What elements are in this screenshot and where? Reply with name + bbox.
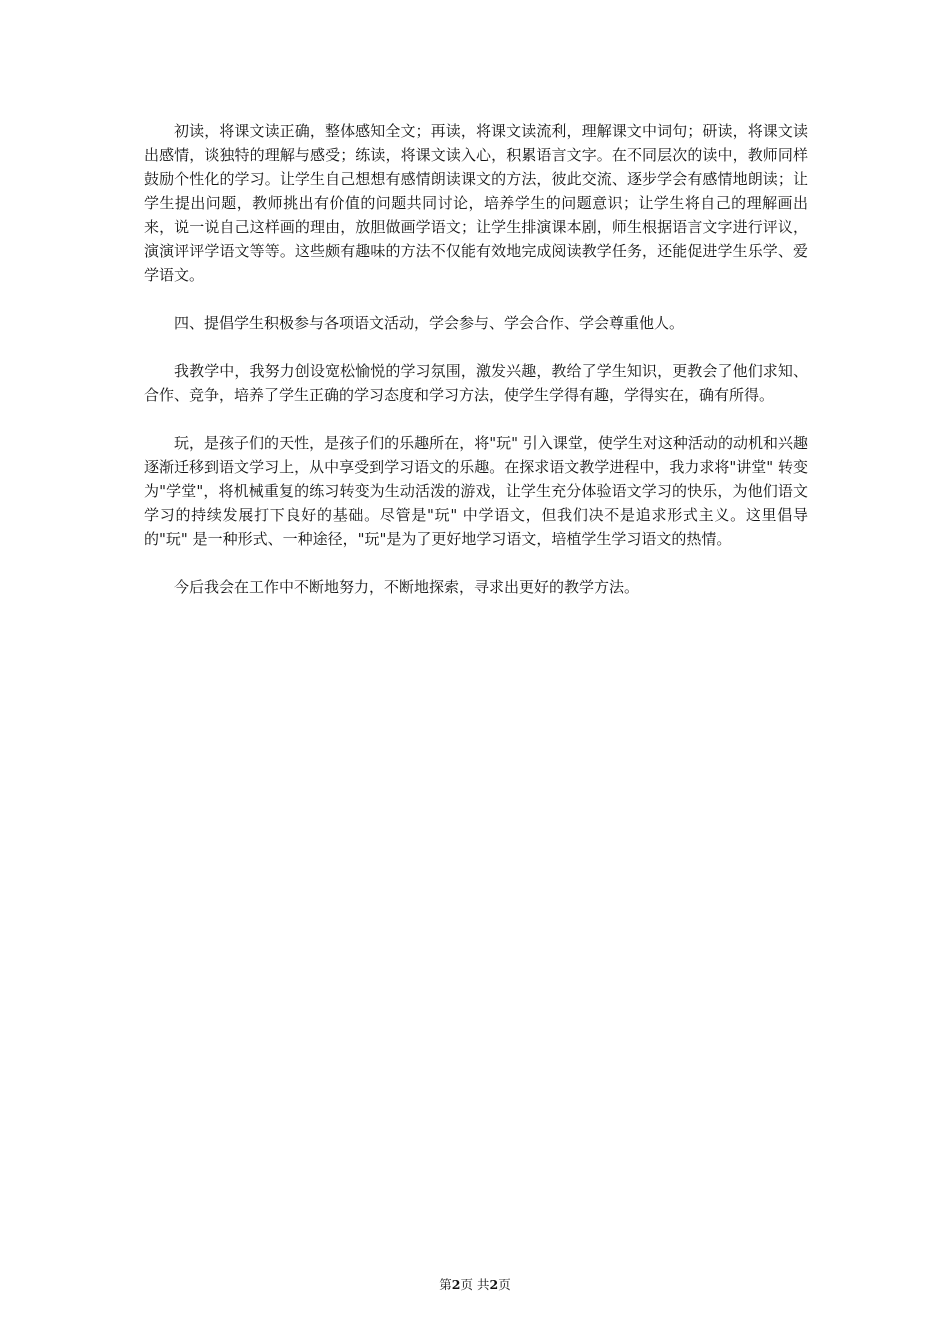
footer-prefix: 第 (439, 1277, 452, 1292)
page-footer (0, 1276, 950, 1294)
footer-suffix: 页 (498, 1277, 511, 1292)
paragraph-learning-atmosphere: 我教学中，我努力创设宽松愉悦的学习氛围，激发兴趣，教给了学生知识，更教会了他们求知、合作、竞争，培养了学生正确的学习态度和学习方法，使学生学得有趣，学得实在，确有所得。 (144, 362, 808, 404)
footer-current-page: 2 (451, 1277, 461, 1292)
footer-total-pages: 2 (489, 1277, 499, 1292)
document-body (144, 119, 808, 623)
paragraph-play-learning: 玩，是孩子们的天性，是孩子们的乐趣所在，将"玩" 引入课堂，使学生对这种活动的动机和兴趣逐渐迁移到语文学习上，从中享受到学习语文的乐趣。在探求语文教学进程中，我力求将"讲堂" 转变为"学堂"，将机械重复的练习转变为生动活泼的游戏，让学生充分体验语文学习的快乐，为他们语文学习的持续发展打下良好的基础。尽管是"玩" 中学语文，但我们决不是追求形式主义。这里倡导的"玩" 是一种形式、一种途径，"玩"是为了更好地学习语文，培植学生学习语文的热情。 (144, 434, 808, 548)
paragraph-reading-methods: 初读，将课文读正确，整体感知全文；再读，将课文读流利，理解课文中词句；研读，将课文读出感情，谈独特的理解与感受；练读，将课文读入心，积累语言文字。在不同层次的读中，教师同样鼓励个性化的学习。让学生自己想想有感情朗读课文的方法，彼此交流、逐步学会有感情地朗读；让学生提出问题，教师挑出有价值的问题共同讨论，培养学生的问题意识；让学生将自己的理解画出来，说一说自己这样画的理由，放胆做画学语文；让学生排演课本剧，师生根据语言文字进行评议，演演评评学语文等等。这些颇有趣味的方法不仅能有效地完成阅读教学任务，还能促进学生乐学、爱学语文。 (144, 122, 808, 284)
paragraph-section-four-heading: 四、提倡学生积极参与各项语文活动，学会参与、学会合作、学会尊重他人。 (174, 314, 685, 332)
footer-middle: 页 共 (460, 1277, 490, 1292)
paragraph-conclusion: 今后我会在工作中不断地努力，不断地探索，寻求出更好的教学方法。 (174, 578, 640, 596)
